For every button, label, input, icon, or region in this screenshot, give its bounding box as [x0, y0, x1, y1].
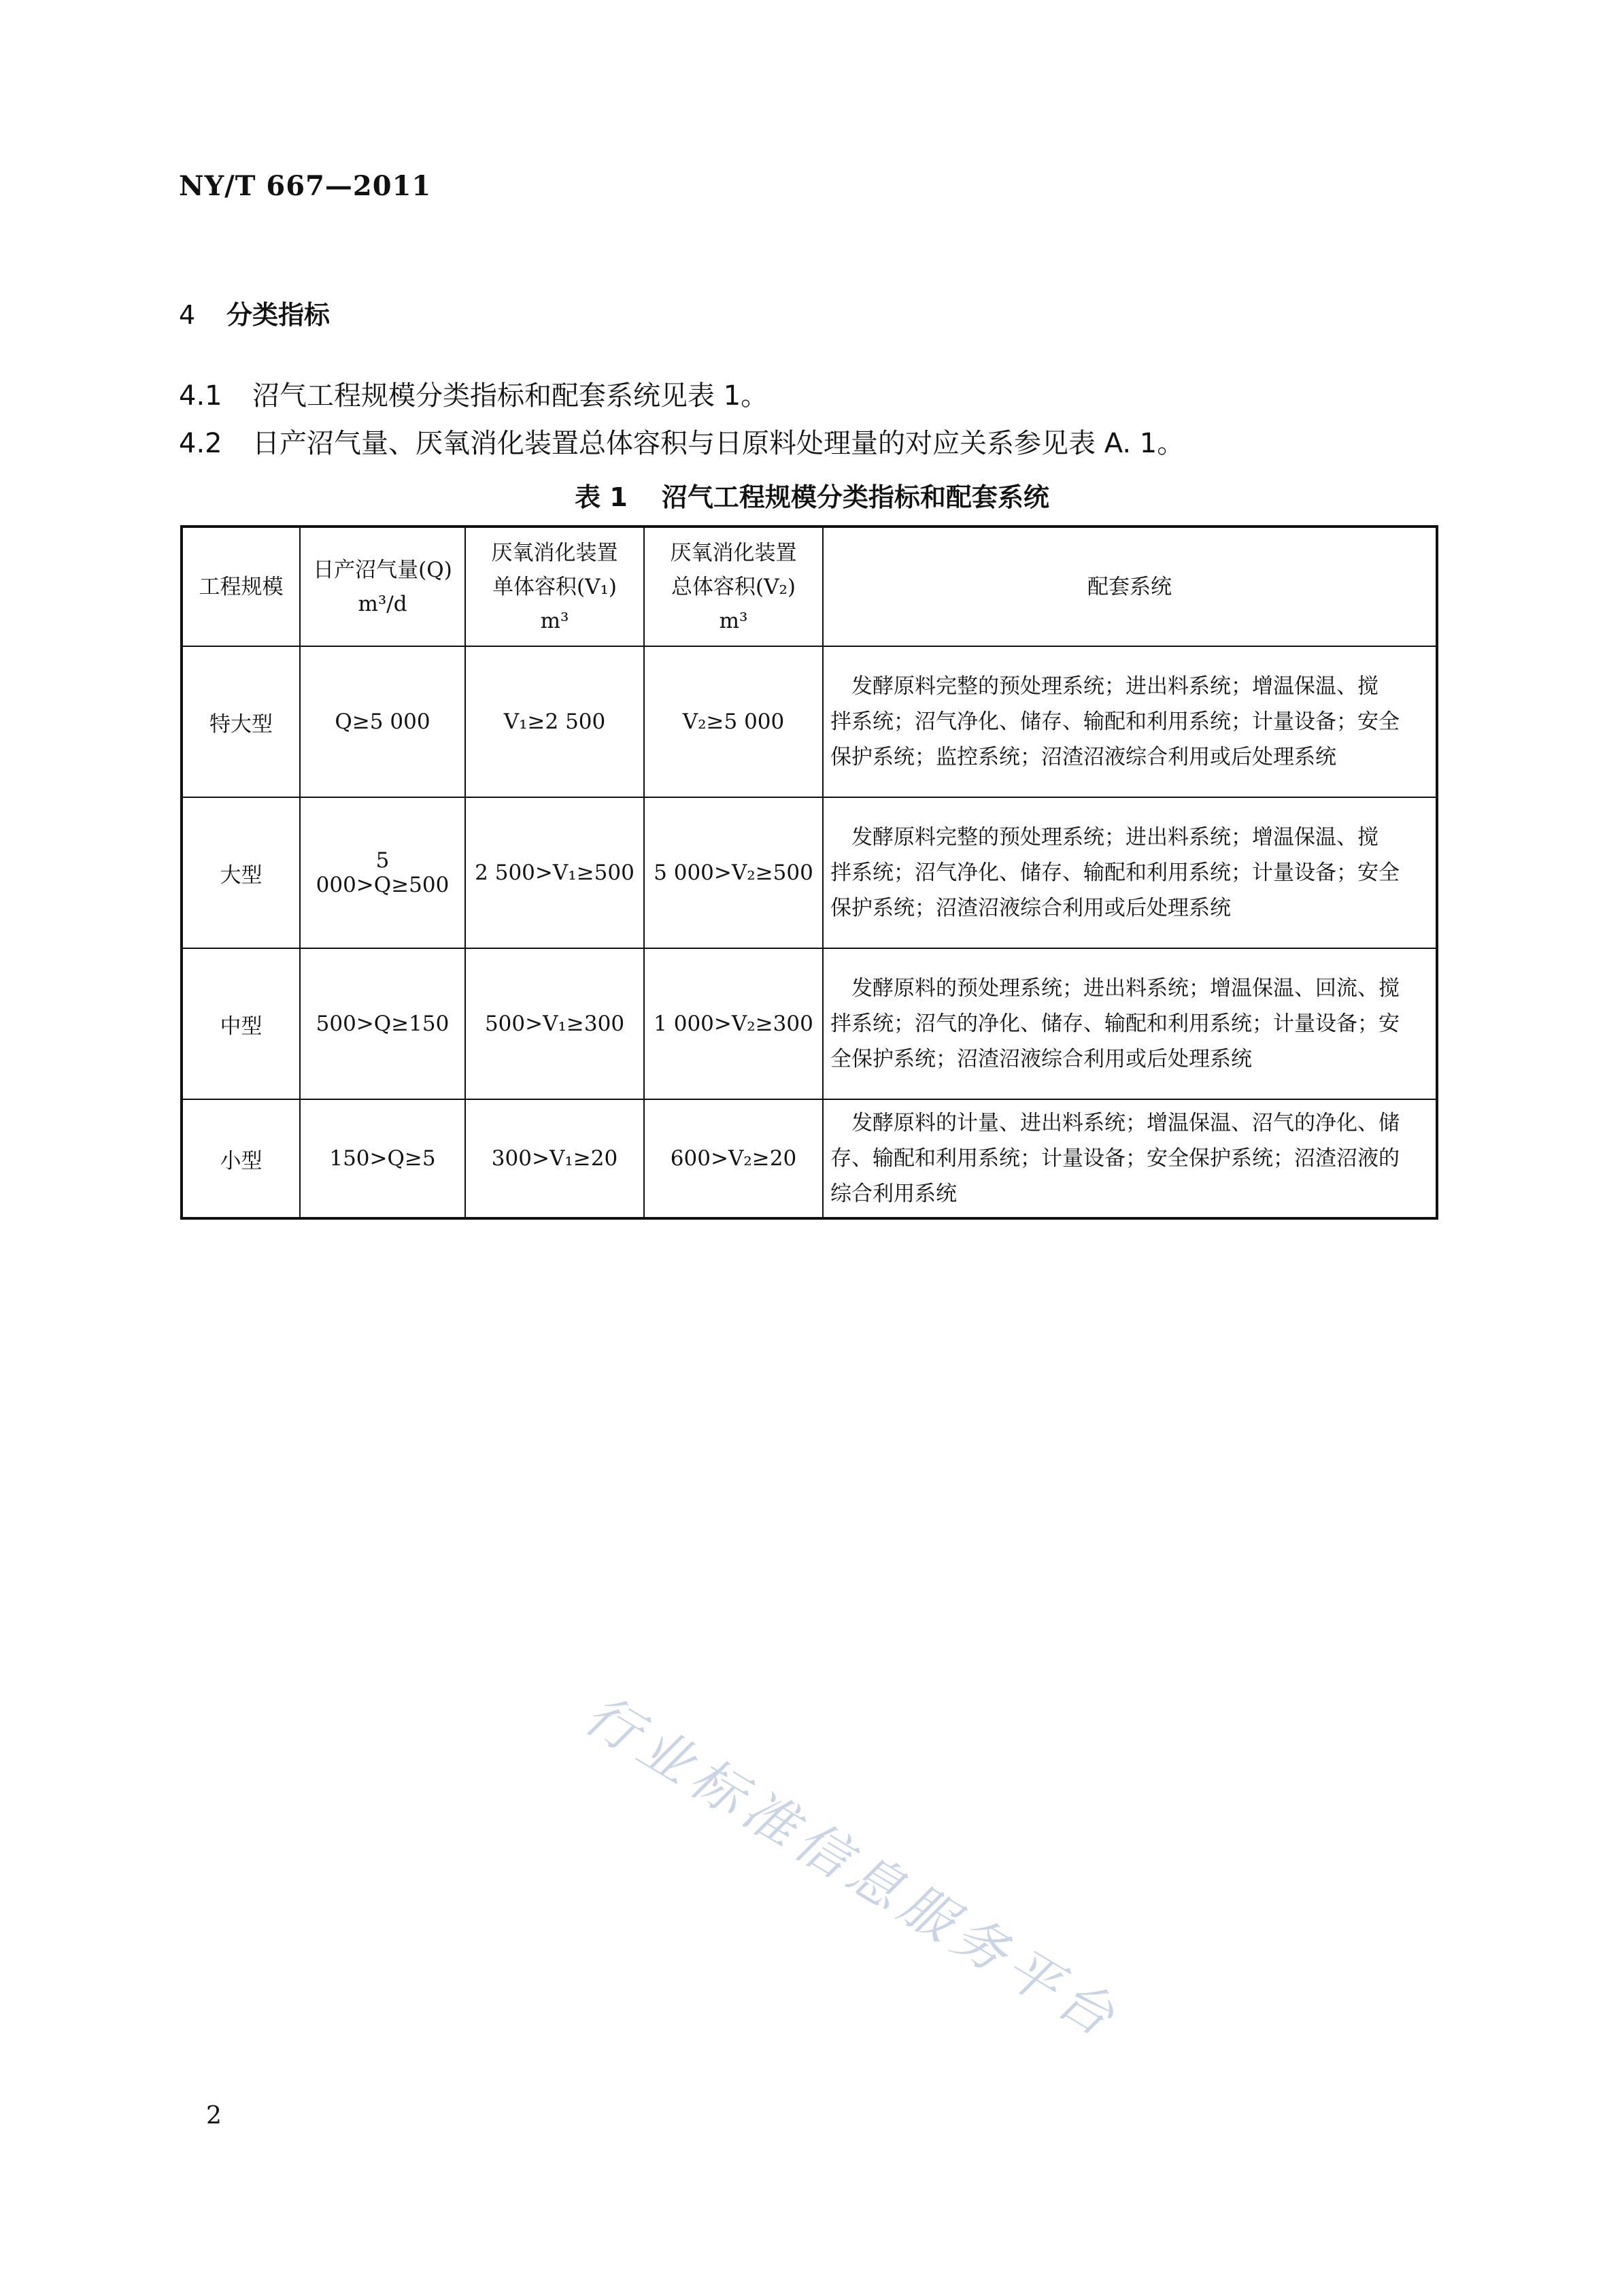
- header-total-volume: 厌氧消化装置 总体容积(V₂) m³: [644, 527, 823, 646]
- cell-q: 500>Q≥150: [300, 948, 465, 1099]
- table-caption: [0, 476, 1624, 514]
- section-title: 分类指标: [226, 300, 331, 330]
- cell-v1: 2 500>V₁≥500: [465, 797, 644, 948]
- table-header-row: [182, 527, 1437, 646]
- cell-scale: 中型: [182, 948, 300, 1099]
- paragraph-4-2: [179, 422, 1184, 461]
- header-scale: 工程规模: [182, 527, 300, 646]
- cell-q: Q≥5 000: [300, 646, 465, 797]
- header-unit-volume: 厌氧消化装置 单体容积(V₁) m³: [465, 527, 644, 646]
- cell-v1: 500>V₁≥300: [465, 948, 644, 1099]
- cell-v2: V₂≥5 000: [644, 646, 823, 797]
- cell-systems: 发酵原料完整的预处理系统；进出料系统；增温保温、搅 拌系统；沼气净化、储存、输配和利用系统；计量设备；安全 保护系统；沼渣沼液综合利用或后处理系统: [823, 797, 1437, 948]
- page-number: 2: [206, 2102, 222, 2130]
- table-row: [182, 646, 1437, 797]
- cell-v2: 5 000>V₂≥500: [644, 797, 823, 948]
- table-caption-number: 表 1: [575, 482, 628, 512]
- standard-number: NY/T 667—2011: [179, 170, 432, 202]
- section-number: 4: [179, 300, 196, 330]
- clause-number: 4.1: [179, 380, 222, 412]
- table-row: [182, 797, 1437, 948]
- clause-text: 沼气工程规模分类指标和配套系统见表 1。: [252, 380, 768, 412]
- watermark: 行业标准信息服务平台: [574, 1684, 1131, 2052]
- cell-q: 5 000>Q≥500: [300, 797, 465, 948]
- cell-scale: 大型: [182, 797, 300, 948]
- table-row: [182, 1099, 1437, 1218]
- clause-number: 4.2: [179, 428, 222, 459]
- cell-q: 150>Q≥5: [300, 1099, 465, 1218]
- cell-v2: 1 000>V₂≥300: [644, 948, 823, 1099]
- cell-scale: 特大型: [182, 646, 300, 797]
- cell-systems: 发酵原料的预处理系统；进出料系统；增温保温、回流、搅 拌系统；沼气的净化、储存、输配和利用系统；计量设备；安 全保护系统；沼渣沼液综合利用或后处理系统: [823, 948, 1437, 1099]
- header-supporting-systems: 配套系统: [823, 527, 1437, 646]
- paragraph-4-1: [179, 374, 768, 413]
- cell-systems: 发酵原料完整的预处理系统；进出料系统；增温保温、搅 拌系统；沼气净化、储存、输配和利用系统；计量设备；安全 保护系统；监控系统；沼渣沼液综合利用或后处理系统: [823, 646, 1437, 797]
- cell-v1: 300>V₁≥20: [465, 1099, 644, 1218]
- cell-v2: 600>V₂≥20: [644, 1099, 823, 1218]
- table-caption-title: 沼气工程规模分类指标和配套系统: [661, 482, 1049, 512]
- section-heading: [179, 294, 330, 331]
- cell-scale: 小型: [182, 1099, 300, 1218]
- cell-v1: V₁≥2 500: [465, 646, 644, 797]
- table-row: [182, 948, 1437, 1099]
- header-daily-gas: 日产沼气量(Q) m³/d: [300, 527, 465, 646]
- cell-systems: 发酵原料的计量、进出料系统；增温保温、沼气的净化、储 存、输配和利用系统；计量设备；安全保护系统；沼渣沼液的 综合利用系统: [823, 1099, 1437, 1218]
- classification-table: [180, 525, 1438, 1220]
- clause-text: 日产沼气量、厌氧消化装置总体容积与日原料处理量的对应关系参见表 A. 1。: [252, 428, 1185, 459]
